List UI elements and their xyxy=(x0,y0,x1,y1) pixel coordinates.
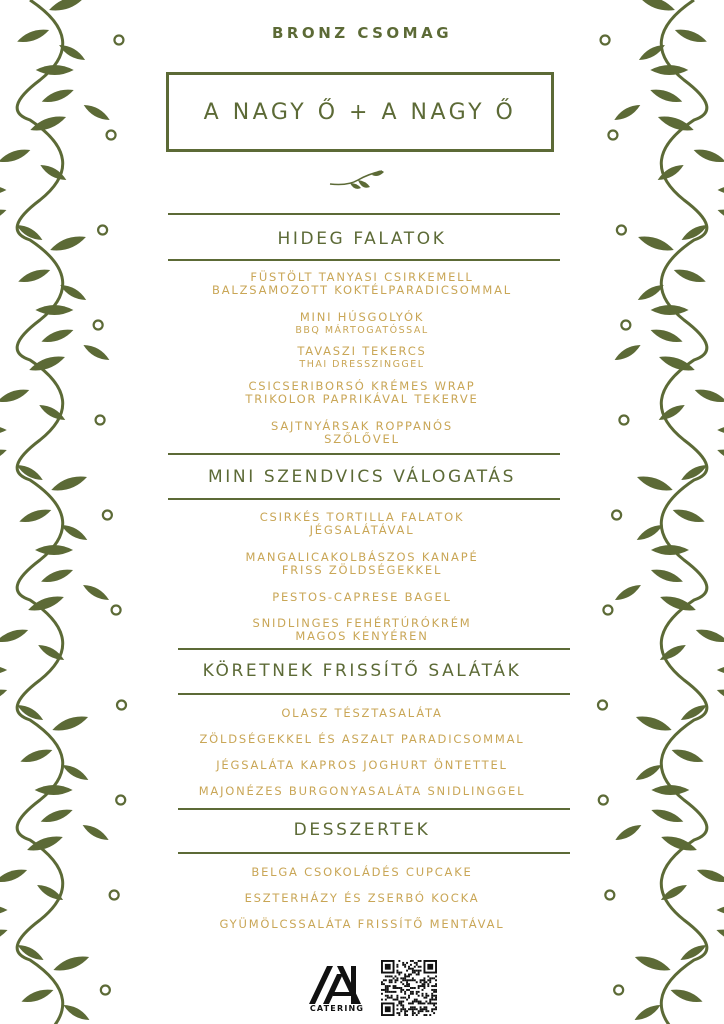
section-rule-bottom xyxy=(178,693,570,695)
menu-item xyxy=(150,345,574,371)
menu-item xyxy=(150,733,574,746)
menu-item xyxy=(150,591,574,604)
menu-item-line: BALZSAMOZOTT KOKTÉLPARADICSOMMAL xyxy=(212,283,512,297)
menu-item xyxy=(150,380,574,406)
menu-item-line: SNIDLINGES FEHÉRTÚRÓKRÉM xyxy=(252,616,472,630)
menu-item xyxy=(150,311,574,337)
menu-item-line: SZŐLŐVEL xyxy=(324,432,400,446)
right-vine-decoration xyxy=(589,0,724,1024)
section-heading: DESSZERTEK xyxy=(293,820,431,840)
menu-item-line: ESZTERHÁZY ÉS ZSERBÓ KOCKA xyxy=(244,891,480,905)
menu-item xyxy=(150,918,574,931)
menu-item-line: TRIKOLOR PAPRIKÁVAL TEKERVE xyxy=(245,392,479,406)
menu-item-line: MAGOS KENYÉREN xyxy=(295,629,429,643)
section-heading: HIDEG FALATOK xyxy=(277,229,447,249)
section-rule-top xyxy=(168,213,560,215)
menu-item-sub: THAI DRESSZINGGEL xyxy=(299,359,425,370)
menu-item xyxy=(150,617,574,643)
section-rule-top xyxy=(178,648,570,650)
menu-item-line: TAVASZI TEKERCS xyxy=(297,344,427,358)
menu-item-line: CSICSERIBORSÓ KRÉMES WRAP xyxy=(248,379,476,393)
menu-item-line: MINI HÚSGOLYÓK xyxy=(299,310,425,324)
package-label: BRONZ CSOMAG xyxy=(271,24,453,42)
section-heading: KÖRETNEK FRISSÍTŐ SALÁTÁK xyxy=(202,661,522,681)
menu-title: A NAGY Ő + A NAGY Ő xyxy=(203,99,517,125)
menu-item-line: SAJTNYÁRSAK ROPPANÓS xyxy=(271,419,453,433)
menu-item xyxy=(150,707,574,720)
menu-item xyxy=(150,759,574,772)
section-rule-bottom xyxy=(168,498,560,500)
menu-item-line: FÜSTÖLT TANYASI CSIRKEMELL xyxy=(250,270,474,284)
section-rule-top xyxy=(178,808,570,810)
menu-item xyxy=(150,271,574,297)
menu-item-line: JÉGSALÁTA KAPROS JOGHURT ÖNTETTEL xyxy=(216,758,508,772)
sprig-icon xyxy=(328,166,386,192)
menu-item-line: PESTOS-CAPRESE BAGEL xyxy=(272,590,452,604)
menu-item-sub: BBQ MÁRTOGATÓSSAL xyxy=(295,325,429,336)
menu-item xyxy=(150,892,574,905)
menu-item-line: JÉGSALÁTÁVAL xyxy=(309,523,415,537)
menu-item-line: MANGALICAKOLBÁSZOS KANAPÉ xyxy=(245,550,479,564)
section-rule-bottom xyxy=(178,852,570,854)
menu-item-line: ZÖLDSÉGEKKEL ÉS ASZALT PARADICSOMMAL xyxy=(199,732,525,746)
menu-item xyxy=(150,785,574,798)
menu-item xyxy=(150,420,574,446)
menu-item-line: CSIRKÉS TORTILLA FALATOK xyxy=(259,510,465,524)
menu-item xyxy=(150,866,574,879)
section-rule-bottom xyxy=(168,259,560,261)
section-heading: MINI SZENDVICS VÁLOGATÁS xyxy=(208,467,516,487)
menu-item-line: BELGA CSOKOLÁDÉS CUPCAKE xyxy=(251,865,473,879)
title-box xyxy=(166,72,554,152)
menu-item-line: OLASZ TÉSZTASALÁTA xyxy=(281,706,443,720)
menu-item-line: FRISS ZÖLDSÉGEKKEL xyxy=(281,563,443,577)
menu-item xyxy=(150,551,574,577)
section-rule-top xyxy=(168,453,560,455)
qr-code-icon[interactable] xyxy=(381,960,437,1016)
logo-brand-text: CATERING xyxy=(309,1004,365,1013)
menu-item-line: GYÜMÖLCSSALÁTA FRISSÍTŐ MENTÁVAL xyxy=(219,917,505,931)
left-vine-decoration xyxy=(0,0,135,1024)
menu-item xyxy=(150,511,574,537)
menu-item-line: MAJONÉZES BURGONYASALÁTA SNIDLINGGEL xyxy=(198,784,526,798)
